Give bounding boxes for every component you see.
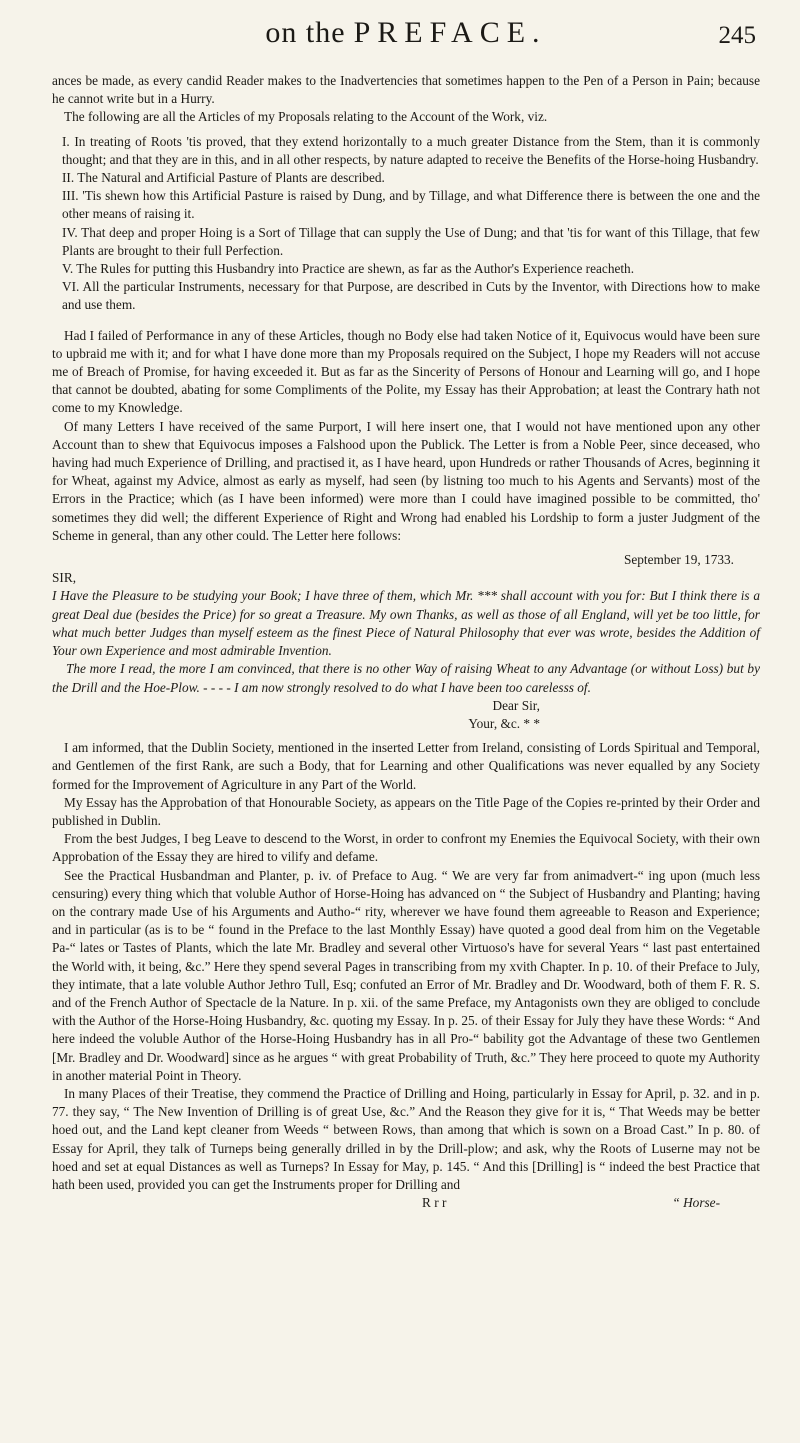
article-item: V. The Rules for putting this Husbandry into Practice are shewn, as far as the Author's Experience reacheth.: [62, 261, 635, 277]
letter-date: September 19, 1733.: [623, 552, 734, 568]
letter-closing: Dear Sir,: [492, 697, 540, 713]
letter-paragraph: The more I read, the more I am convinced, that there is no other Way of raising Wheat to any Advantage (or without Loss) but by the Drill and the Hoe-Plow. - - - - I am now strongly resolved to do what I have been too carelesss of.: [52, 661, 760, 695]
paragraph-approbation: My Essay has the Approbation of that Honourable Society, as appears on the Title Page of the Copies re-printed by their Order and published in Dublin.: [52, 794, 760, 828]
running-head-title: [265, 14, 546, 50]
article-item: IV. That deep and proper Hoing is a Sort of Tillage that can supply the Use of Dung; and that 'tis for want of this Tillage, that few Plants are brought to their full Perfection.: [62, 224, 760, 258]
article-item: I. In treating of Roots 'tis proved, that they extend horizontally to a much greater Distance from the Stem, than it is commonly thought; and that they are in this, and in all other respects, by nature adapted to receive the Benefits of the Horse-hoing Husbandry.: [62, 133, 760, 167]
paragraph-letters: Of many Letters I have received of the same Purport, I will here insert one, that I would not have mentioned upon any other Account than to shew that Equivocus imposes a Falshood upon the Publick. The Letter is from a Noble Peer, since deceased, who having had much Experience of Drilling, and practised it, as I have heard, upon Hundreds or rather Thousands of Acres, beginning it for Wheat, against my Advice, almost as early as myself, had seen (by listning too much to his Agents and Servants) most of the Errors in the Practice; which (as I have been informed) were more than I could have imagined possible to be committed, tho' sometimes they did well; the different Experience of Right and Wrong had enabled his Lordship to form a juster Judgment of the Scheme in general, than any other could. The Letter here follows:: [52, 418, 760, 543]
letter-salutation: SIR,: [52, 570, 77, 586]
page-number: 245: [718, 22, 756, 49]
letter-signature: [52, 715, 760, 733]
paragraph-articles-intro: The following are all the Articles of my Proposals relating to the Account of the Work, viz.: [64, 109, 548, 125]
running-head-left: on the: [265, 16, 346, 49]
letter-signature-text: Your, &c.: [468, 715, 521, 731]
paragraph-continuation: ances be made, as every candid Reader makes to the Inadvertencies that sometimes happen to the Pen of a Person in Pain; because he cannot write but in a Hurry.: [52, 73, 760, 107]
letter-paragraph: I Have the Pleasure to be studying your Book; I have three of them, which Mr. *** shall account with you for: But I think there is a great Deal due (besides the Price) for so great a Treasure. My own Thanks, as well as those of all England, will yet be too little, for what much better Judges than myself esteem as the finest Piece of Natural Philosophy that ever was wrote, besides the Addition of Your own Experience and most admirable Invention.: [52, 588, 760, 659]
paragraph-dublin-society: I am informed, that the Dublin Society, mentioned in the inserted Letter from Ireland, consisting of Lords Spiritual and Temporal, and Gentlemen of the first Rank, are such a Body, that for Learning and other Qualifications was never equalled by any Society formed for the Improvement of Agriculture in any Part of the World.: [52, 740, 760, 792]
articles-list: [52, 133, 760, 315]
paragraph-practical-husbandman: See the Practical Husbandman and Planter, p. iv. of Preface to Aug. “ We are very far from animadvert-“ ing upon (much less censuring) every thing which that voluble Author of Horse-Hoing has advanced on “ the Subject of Husbandry and Planting; having on the contrary made Use of his Arguments and Autho-“ rity, wherever we have found them agreeable to Reason and Experience; and in particular (as is to be “ found in the Preface to the last Monthly Essay) have quoted a good deal from him on the Vegetable Pa-“ lates or Tastes of Plants, which the late Mr. Bradley and several other Virtuoso's have for several Years “ last past entertained the World with, it being, &c.” Here they spend several Pages in transcribing from my xvith Chapter. In p. 10. of their Preface to July, they intimate, that a late voluble Author Jethro Tull, Esq; confuted an Error of Mr. Bradley and Dr. Woodward, both of them F. R. S. and of the French Author of Spectacle de la Nature. In p. xii. of the same Preface, my Antagonists own they are obliged to conclude with the Author of the Horse-Hoing Husbandry, &c. quoting my Essay. In p. 25. of their Essay for July they have these Words: “ And here indeed the voluble Author of the Horse-Hoing Husbandry has in all Pro-“ bability got the Advantage of these two Gentlemen [Mr. Bradley and Dr. Woodward] since as he argues “ with great Probability of Truth, &c.” They here proceed to quote my Authority in another material Point in Theory.: [52, 867, 760, 1083]
paragraph-treatise: In many Places of their Treatise, they commend the Practice of Drilling and Hoing, particularly in Essay for April, p. 32. and in p. 77. they say, “ The New Invention of Drilling is of great Use, &c.” And the Reason they give for it is, “ That Weeds may be better hoed out, and the Land kept cleaner from Weeds “ between Rows, than among that which is sown on a Broad Cast.” In p. 80. of Essay for April, they talk of Turneps being generally drilled in by the Drill-plow; and ask, why the Roots of Luserne may not be hoed and set at equal Distances as well as Turneps? In Essay for May, p. 145. “ And this [Drilling] is “ indeed the best Practice that hath been used, provided you can get the Instruments proper for Drilling and: [52, 1085, 760, 1192]
signature-mark: R r r: [422, 1195, 447, 1211]
article-item: II. The Natural and Artificial Pasture of Plants are described.: [62, 170, 385, 186]
letter-signature-stars: * *: [523, 715, 540, 731]
running-header: [52, 14, 760, 72]
running-head-right: PREFACE.: [353, 16, 547, 49]
paragraph-performance: Had I failed of Performance in any of these Articles, though no Body else had taken Notice of it, Equivocus would have been sure to upbraid me with it; and for what I have done more than my Proposals required on the Subject, I hope my Readers will not accuse me of Breach of Promise, for having exceeded it. But as far as the Sincerity of Persons of Honour and Learning will go, and I hope that cannot be doubted, abating for some Compliments of the Polite, my Essay has their Approbation; at least the Contrary hath not come to my Knowledge.: [52, 327, 760, 416]
page-footer: [52, 1194, 760, 1212]
article-item: VI. All the particular Instruments, necessary for that Purpose, are described in Cuts by the Inventor, with Directions how to make and use them.: [62, 279, 760, 313]
paragraph-best-judges: From the best Judges, I beg Leave to descend to the Worst, in order to confront my Enemies the Equivocal Society, with their own Approbation of the Essay they are hired to vilify and defame.: [52, 831, 760, 865]
page-text: [52, 72, 760, 1212]
article-item: III. 'Tis shewn how this Artificial Pasture is raised by Dung, and by Tillage, and what Difference there is between the one and the other means of raising it.: [62, 188, 760, 222]
inserted-letter: [52, 551, 760, 733]
catchword: “ Horse-: [672, 1195, 720, 1211]
